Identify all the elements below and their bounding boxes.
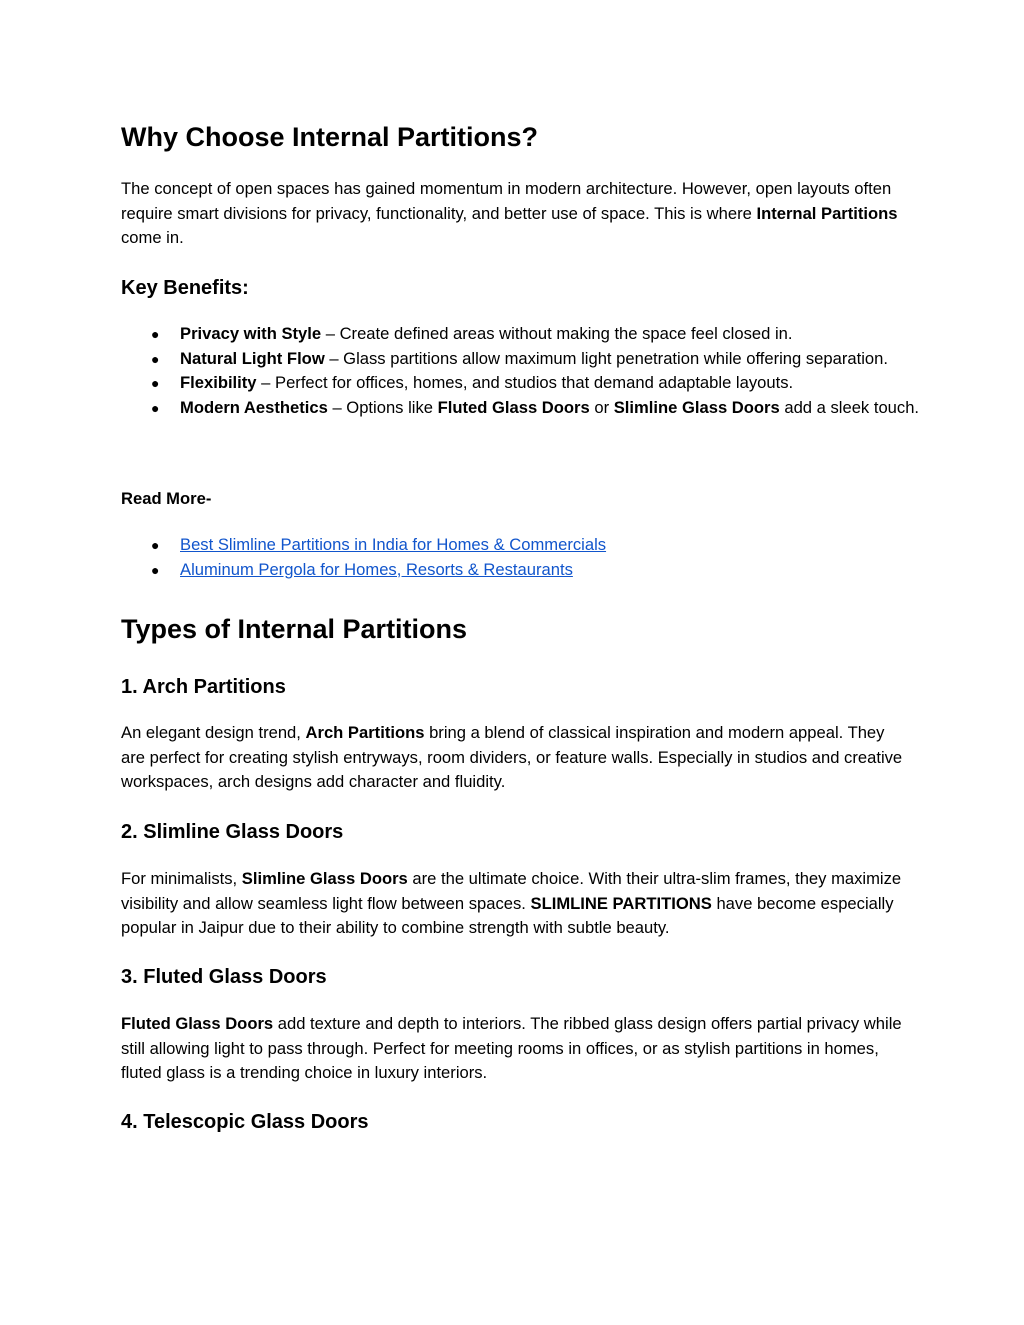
list-item [121,347,910,372]
benefit-title: Flexibility [180,373,257,392]
benefit-text: or [589,397,614,417]
paragraph-text: An elegant design trend, [121,723,306,742]
read-more-links [121,533,910,582]
intro-bold: Internal Partitions [756,203,898,223]
benefit-title: Natural Light Flow [180,348,325,368]
type-paragraph-slimline [121,867,911,941]
read-more-label: Read More- [121,489,212,508]
intro-text: The concept of open spaces has gained momentum in modern architecture. However, open layouts often require smart divisions for privacy, functionality, and better use of space. This is where [121,179,892,223]
bullet-icon: ● [151,537,160,553]
paragraph-text: For minimalists, [121,869,242,888]
type-heading-slimline: 2. Slimline Glass Doors [121,821,344,843]
benefit-text: – Options like [327,397,438,417]
intro-text-end: come in. [121,228,184,247]
benefit-text: – Create defined areas without making the space feel closed in. [321,324,793,343]
bullet-icon: ● [151,399,160,416]
link-aluminum-pergola[interactable]: Aluminum Pergola for Homes, Resorts & Restaurants [180,559,573,579]
section-title-types: Types of Internal Partitions [121,614,468,644]
bullet-icon: ● [151,326,160,342]
benefit-bold-slimline: Slimline Glass Doors [613,397,780,417]
paragraph-text: are the ultimate choice. With their ultra-slim frames, they maximize visibility and allow seamless light flow between spaces. [121,869,902,913]
intro-paragraph [121,177,911,251]
list-item [121,322,910,347]
list-item [121,533,910,558]
benefit-text: add a sleek touch. [779,397,920,417]
paragraph-text: have become especially popular in Jaipur due to their ability to combine strength with subtle beauty. [121,893,894,937]
paragraph-text: add texture and depth to interiors. The ribbed glass design offers partial privacy while still allowing light to pass through. Perfect for meeting rooms in offices, or as stylish partitions in homes, fluted glass is a trending choice in luxury interiors. [121,1014,902,1082]
paragraph-bold: Fluted Glass Doors [121,1014,274,1033]
bullet-icon: ● [151,561,160,578]
benefits-list [121,322,920,420]
benefit-text: – Perfect for offices, homes, and studios that demand adaptable layouts. [256,373,794,392]
type-heading-telescopic: 4. Telescopic Glass Doors [121,1111,369,1133]
type-paragraph-fluted [121,1012,911,1086]
paragraph-text: bring a blend of classical inspiration and modern appeal. They are perfect for creating stylish entryways, room dividers, or feature walls. Especially in studios and creative workspaces, arch designs add character and fluidity. [121,723,903,791]
list-item [121,371,910,396]
benefit-title: Modern Aesthetics [180,397,328,417]
section-title-why-choose: Why Choose Internal Partitions? [121,122,539,152]
benefit-text: – Glass partitions allow maximum light penetration while offering separation. [324,348,888,368]
list-item [121,558,910,583]
type-heading-fluted: 3. Fluted Glass Doors [121,966,327,988]
benefit-bold-fluted: Fluted Glass Doors [437,397,590,417]
key-benefits-heading: Key Benefits: [121,277,249,299]
paragraph-bold: SLIMLINE PARTITIONS [530,893,712,913]
paragraph-bold: Slimline Glass Doors [241,869,408,888]
link-slimline-partitions[interactable]: Best Slimline Partitions in India for Homes & Commercials [180,535,607,554]
list-item [121,396,920,421]
type-paragraph-arch [121,721,911,795]
bullet-icon: ● [151,375,160,391]
type-heading-arch: 1. Arch Partitions [121,676,286,698]
paragraph-bold: Arch Partitions [305,723,425,742]
benefit-title: Privacy with Style [180,324,322,343]
bullet-icon: ● [151,350,160,367]
